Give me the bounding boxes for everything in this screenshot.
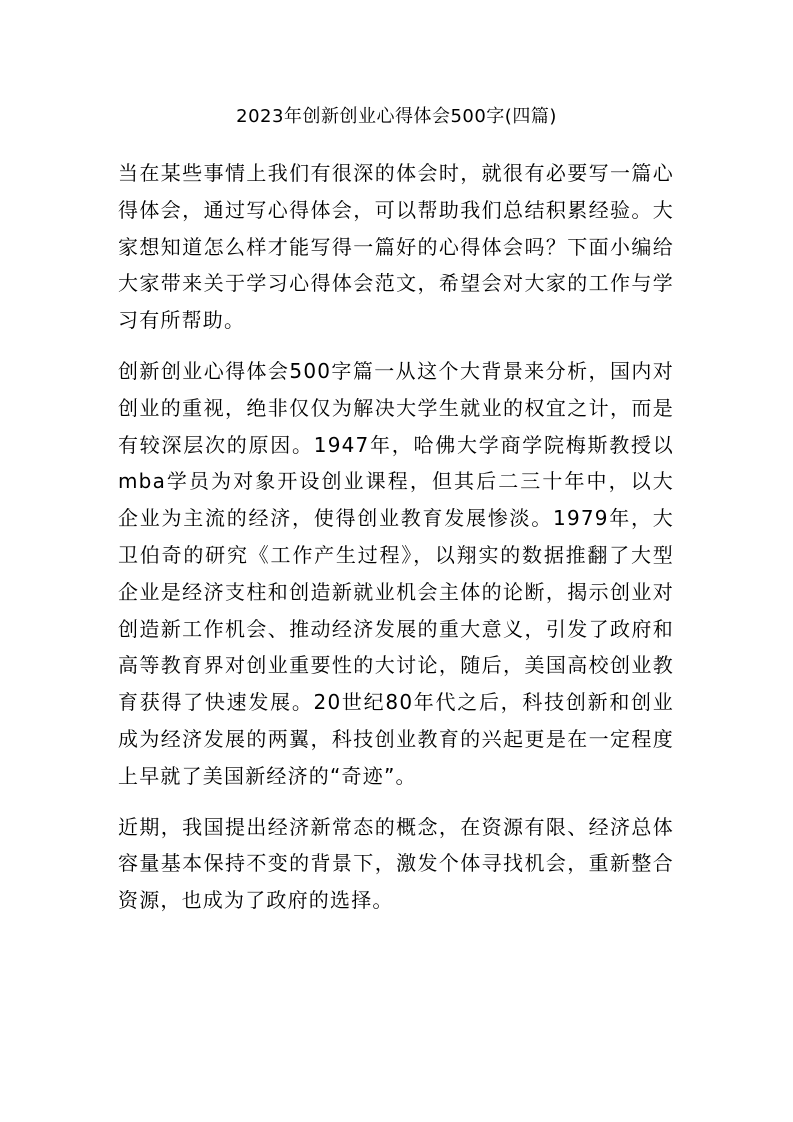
paragraph-intro: 当在某些事情上我们有很深的体会时，就很有必要写一篇心得体会，通过写心得体会，可以帮助我们总结积累经验。大家想知道怎么样才能写得一篇好的心得体会吗？下面小编给大家带来关于学习心得体会范文，希望会对大家的工作与学习有所帮助。 bbox=[118, 161, 674, 333]
document-body bbox=[118, 155, 674, 933]
paragraph-new-normal: 近期，我国提出经济新常态的概念，在资源有限、经济总体容量基本保持不变的背景下，激发个体寻找机会，重新整合资源，也成为了政府的选择。 bbox=[118, 814, 674, 913]
document-title: 2023年创新创业心得体会500字(四篇) bbox=[236, 106, 557, 127]
paragraph-essay-one: 创新创业心得体会500字篇一从这个大背景来分析，国内对创业的重视，绝非仅仅为解决大学生就业的权宜之计，而是有较深层次的原因。1947年，哈佛大学商学院梅斯教授以mba学员为对象开设创业课程，但其后二三十年中，以大企业为主流的经济，使得创业教育发展惨淡。1979年，大卫伯奇的研究《工作产生过程》，以翔实的数据推翻了大型企业是经济支柱和创造新就业机会主体的论断，揭示创业对创造新工作机会、推动经济发展的重大意义，引发了政府和高等教育界对创业重要性的大讨论，随后，美国高校创业教育获得了快速发展。20世纪80年代之后，科技创新和创业成为经济发展的两翼，科技创业教育的兴起更是在一定程度上早就了美国新经济的“奇迹”。 bbox=[118, 358, 674, 788]
